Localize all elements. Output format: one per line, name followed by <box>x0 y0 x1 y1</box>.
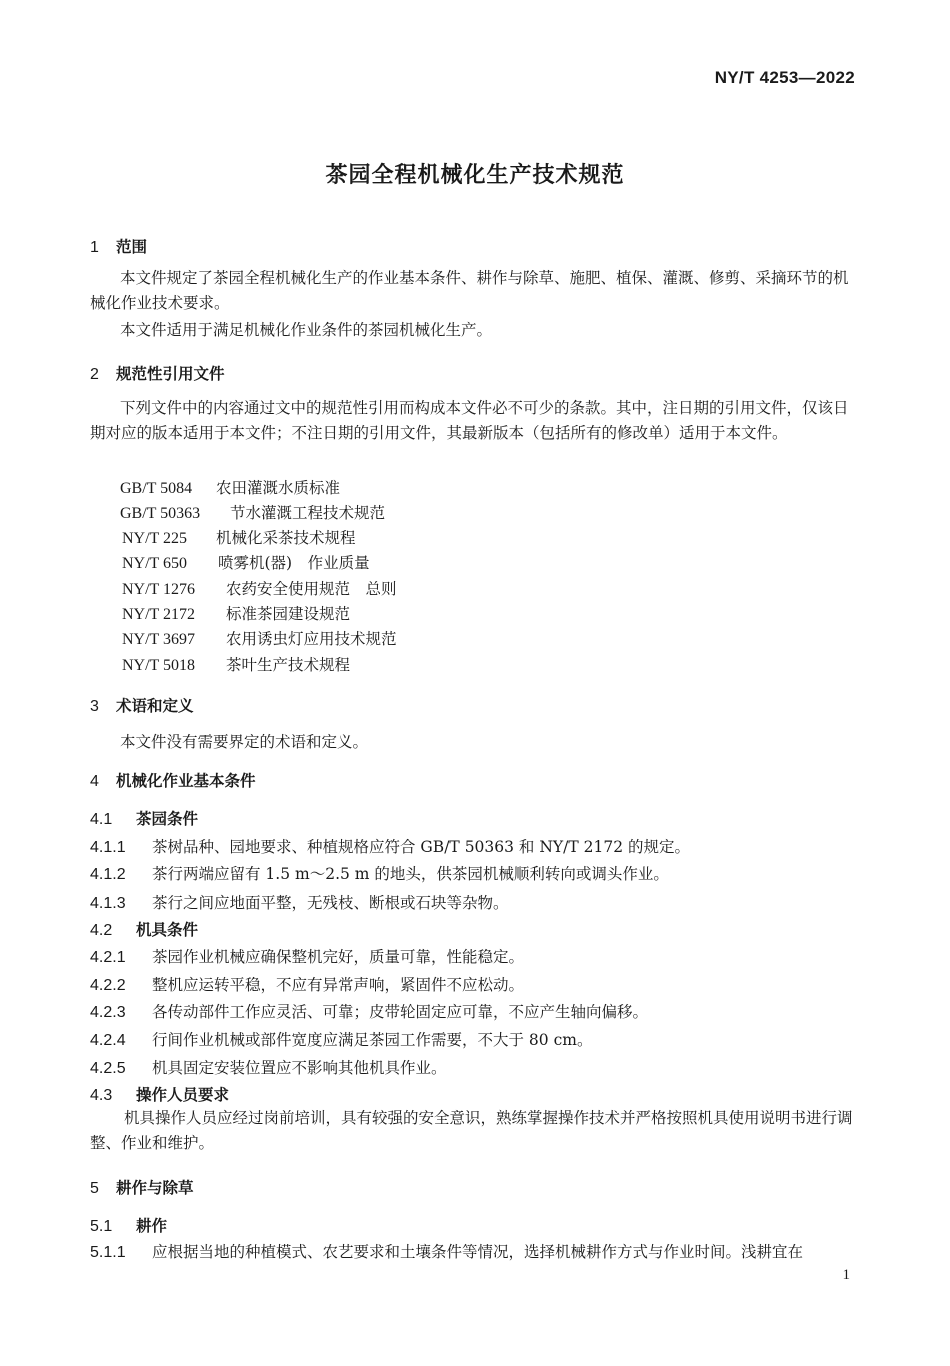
clause-4-2-5 <box>90 1056 447 1078</box>
reference-title: 农用诱虫灯应用技术规范 <box>226 630 397 648</box>
clause-text: 应根据当地的种植模式、农艺要求和土壤条件等情况，选择机械耕作方式与作业时间。浅耕宜在 <box>152 1243 804 1261</box>
page-number: 1 <box>842 1267 850 1283</box>
reference-item <box>122 577 397 599</box>
reference-title: 农田灌溉水质标准 <box>216 479 341 497</box>
standard-number: NY/T 4253—2022 <box>714 68 855 87</box>
subsection-5-1-heading <box>90 1214 167 1236</box>
clause-text: 各传动部件工作应灵活、可靠；皮带轮固定应可靠，不应产生轴向偏移。 <box>152 1003 649 1021</box>
paragraph: 机具操作人员应经过岗前培训，具有较强的安全意识，熟练掌握操作技术并严格按照机具使用说明书进行调整、作业和维护。 <box>90 1109 853 1152</box>
section-title: 耕作与除草 <box>116 1179 194 1197</box>
reference-title: 标准茶园建设规范 <box>226 605 351 623</box>
clause-number: 4.2.2 <box>90 977 126 994</box>
reference-item <box>120 476 340 498</box>
section-title: 规范性引用文件 <box>116 365 225 383</box>
paragraph: 本文件适用于满足机械化作业条件的茶园机械化生产。 <box>120 321 493 339</box>
section-number: 2 <box>90 366 99 383</box>
section-number: 3 <box>90 698 99 715</box>
clause-text: 茶行两端应留有 1.5 m～2.5 m 的地头，供茶园机械顺利转向或调头作业。 <box>152 865 669 883</box>
reference-item <box>120 501 385 523</box>
subsection-number: 4.2 <box>90 922 113 939</box>
section-3-heading <box>90 694 194 716</box>
paragraph: 下列文件中的内容通过文中的规范性引用而构成本文件必不可少的条款。其中，注日期的引用文件，仅该日期对应的版本适用于本文件；不注日期的引用文件，其最新版本（包括所有的修改单）适用于本文件。 <box>90 399 849 442</box>
clause-number: 4.2.4 <box>90 1032 126 1049</box>
subsection-title: 机具条件 <box>136 921 199 939</box>
clause-number: 4.1.3 <box>90 895 126 912</box>
section-title: 术语和定义 <box>116 697 194 715</box>
section-2-heading <box>90 362 225 384</box>
subsection-title: 茶园条件 <box>136 810 199 828</box>
clause-4-2-1 <box>90 945 524 967</box>
subsection-4-3-heading <box>90 1083 229 1105</box>
subsection-number: 4.3 <box>90 1087 113 1104</box>
clause-number: 5.1.1 <box>90 1244 126 1261</box>
subsection-title: 耕作 <box>136 1217 168 1235</box>
reference-code: NY/T 3697 <box>122 631 196 648</box>
section-number: 4 <box>90 773 99 790</box>
reference-item <box>122 526 356 548</box>
clause-text: 行间作业机械或部件宽度应满足茶园工作需要，不大于 80 cm。 <box>152 1031 593 1049</box>
reference-code: NY/T 225 <box>122 530 188 547</box>
subsection-number: 5.1 <box>90 1218 113 1235</box>
paragraph: 本文件规定了茶园全程机械化生产的作业基本条件、耕作与除草、施肥、植保、灌溉、修剪、采摘环节的机械化作业技术要求。 <box>90 269 849 312</box>
clause-text: 机具固定安装位置应不影响其他机具作业。 <box>152 1059 447 1077</box>
clause-number: 4.1.2 <box>90 866 126 883</box>
clause-number: 4.1.1 <box>90 839 126 856</box>
reference-code: NY/T 2172 <box>122 606 196 623</box>
clause-text: 茶行之间应地面平整，无残枝、断根或石块等杂物。 <box>152 894 509 912</box>
reference-code: NY/T 1276 <box>122 581 196 598</box>
subsection-4-1-heading <box>90 807 198 829</box>
clause-4-1-2 <box>90 862 669 884</box>
document-title: 茶园全程机械化生产技术规范 <box>325 163 625 188</box>
reference-code: NY/T 5018 <box>122 657 196 674</box>
section-number: 1 <box>90 239 99 256</box>
reference-item <box>122 551 370 573</box>
clause-number: 4.2.5 <box>90 1060 126 1077</box>
subsection-4-2-heading <box>90 918 198 940</box>
clause-text: 茶园作业机械应确保整机完好，质量可靠，性能稳定。 <box>152 948 525 966</box>
section-5-heading <box>90 1176 194 1198</box>
clause-number: 4.2.3 <box>90 1004 126 1021</box>
subsection-number: 4.1 <box>90 811 113 828</box>
reference-title: 机械化采茶技术规程 <box>216 529 356 547</box>
clause-5-1-1 <box>90 1240 803 1262</box>
clause-text: 整机应运转平稳，不应有异常声响，紧固件不应松动。 <box>152 976 525 994</box>
section-title: 机械化作业基本条件 <box>116 772 256 790</box>
section-number: 5 <box>90 1180 99 1197</box>
section-title: 范围 <box>116 238 148 256</box>
clause-text: 茶树品种、园地要求、种植规格应符合 GB/T 50363 和 NY/T 2172 的规定。 <box>152 838 691 856</box>
reference-title: 喷雾机(器) 作业质量 <box>218 554 370 572</box>
clause-number: 4.2.1 <box>90 949 126 966</box>
reference-code: NY/T 650 <box>122 555 188 572</box>
section-4-heading <box>90 769 256 791</box>
subsection-title: 操作人员要求 <box>136 1086 230 1104</box>
clause-4-2-4 <box>90 1028 592 1050</box>
reference-item <box>122 602 350 624</box>
reference-title: 节水灌溉工程技术规范 <box>230 504 386 522</box>
paragraph: 本文件没有需要界定的术语和定义。 <box>120 733 369 751</box>
clause-4-1-1 <box>90 835 690 857</box>
reference-title: 农药安全使用规范 总则 <box>226 580 397 598</box>
reference-item <box>122 653 350 675</box>
reference-item <box>122 627 397 649</box>
clause-4-1-3 <box>90 891 509 913</box>
reference-title: 茶叶生产技术规程 <box>226 656 351 674</box>
clause-4-2-3 <box>90 1000 648 1022</box>
reference-code: GB/T 50363 <box>120 505 201 522</box>
clause-4-2-2 <box>90 973 524 995</box>
section-1-heading <box>90 235 147 257</box>
reference-code: GB/T 5084 <box>120 480 193 497</box>
